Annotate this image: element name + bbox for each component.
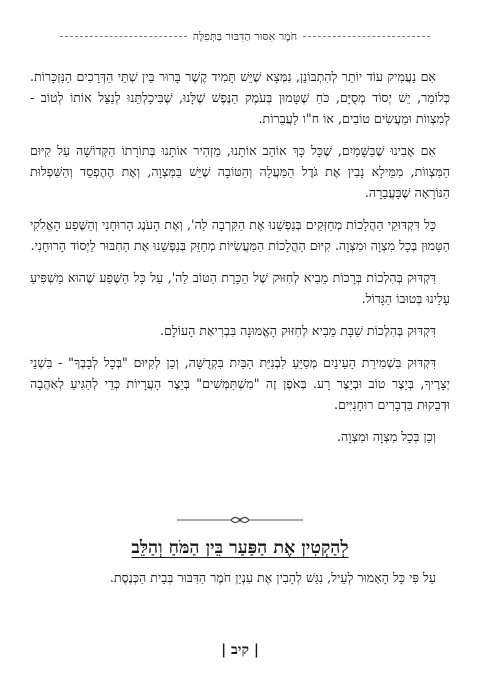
paragraph: אִם נַעֲמִיק עוֹד יוֹתֵר לְהִתְבּוֹנֵן, נִמְצָא שֶׁיֵּשׁ תָּמִיד קֶשֶׁר בָּרוּר בֵּין שְׁתֵּי הַדְּרָכִים הַנִּזְכָּרוֹת. כְּלוֹמַר, יֵשׁ יְסוֹד מְסֻיָּם, כֹּחַ שֶׁטָּמוּן בְּעֹמֶק הַנֶּפֶשׁ שֶׁלָּנוּ, שֶׁבִּיכָלְתֵּנוּ לְנַצֵּל אוֹתוֹ לְטוֹב - לְמִצְווֹת וּמַעֲשִׂים טוֹבִים, אוֹ ח"ו לַעֲבֵרוֹת. <box>30 69 450 126</box>
body-text <box>30 66 450 458</box>
section-divider-ornament <box>0 513 480 527</box>
section-text <box>30 567 450 588</box>
ornament-icon <box>175 513 305 527</box>
paragraph: אִם אָבִינוּ שֶׁבַּשָּׁמַיִם, שֶׁכָּל כָּךְ אוֹהֵב אוֹתָנוּ, מַזְהִיר אוֹתָנוּ בְּתוֹרָתוֹ הַקְּדוֹשָׁה עַל קִיּוּם הַמִּצְווֹת, מִמֵּילָא נָבִין אֶת גֹּדֶל הַמַּעֲלָה וְהַטּוֹבָה שֶׁיֵּשׁ בַּמִּצְוָה, וְאֶת הֶהֶפְסֵד וְהַשִּׁפְלוּת הַנּוֹרָאָה שֶׁבָּעֲבֵרָה. <box>30 143 450 200</box>
paragraph: דִּקְדּוּק בְּהִלְכוֹת שַׁבָּת מֵבִיא לְחִזּוּק הָאֱמוּנָה בִּבְרִיאַת הָעוֹלָם. <box>159 323 436 338</box>
paragraph: כָּל דִּקְדּוּקֵי הַהֲלָכוֹת מְחַזְּקִים בְּנַפְשֵׁנוּ אֶת הַקִּרְבָה לַה', וְאֶת הָעֹנֶג הָרוּחָנִי וְהַשֶּׁפַע הָאֱלֹקִי הַטָּמוּן בְּכָל מִצְוָה וּמִצְוָה. קִיּוּם הַהֲלָכוֹת הַמַּעֲשִׂיּוֹת מְחַזֵּק בְּנַפְשֵׁנוּ אֶת הַחִבּוּר לַיְּסוֹד הָרוּחָנִי. <box>30 217 450 253</box>
section-title: לְהַקְטִין אֶת הַפַּעַר בֵּין הַמֹּחַ וְהַלֵּב <box>131 538 349 558</box>
paragraph: דִּקְדּוּק בְּהִלְכוֹת בְּרָכוֹת מֵבִיא לְחִזּוּק שֶׁל הַכָּרַת הַטּוֹב לַה', עַל כָּל הַשֶּׁפַע שֶׁהוּא מַשְׁפִּיעַ עָלֵינוּ בְּטוּבוֹ הַגָּדוֹל. <box>30 270 450 306</box>
running-header <box>60 30 430 43</box>
paragraph: עַל פִּי כָּל הָאָמוּר לְעֵיל, נִגַּשׁ לְהָבִין אֶת עִנְיַן חֹמֶר הַדִּבּוּר בְּבֵית הַכְּנֶסֶת. <box>109 570 436 585</box>
running-title: חֹמֶר אִסּוּר הַדִּבּוּר בַּתְּפִלָּה <box>192 30 298 43</box>
header-rule-right <box>303 36 430 37</box>
page-number: | קיב | <box>221 642 259 658</box>
paragraph: דִּקְדּוּק בִּשְׁמִירַת הָעֵינַיִם מְסַיֵּעַ לִבְנִיַּת הַבַּיִת בִּקְדֻשָּׁה, וְכֵן לְקִיּוּם "בְּכָל לְבָבְךָ" - בִּשְׁנֵי יְצָרֶיךָ, בְּיֵצֶר טוֹב וּבְיֵצֶר רָע. בְּאֹפֶן זֶה "מִשְׁתַּמְּשִׁים" בְּיֵצֶר הָעֲרָיוֹת כְּדֵי לְהַגִּיעַ לְאַהֲבָה וּדְבֵקוּת בִּדְבָרִים רוּחָנִיִּים. <box>30 355 450 412</box>
header-rule-left <box>60 36 187 37</box>
paragraph: וְכֵן בְּכָל מִצְוָה וּמִצְוָה. <box>337 429 436 444</box>
